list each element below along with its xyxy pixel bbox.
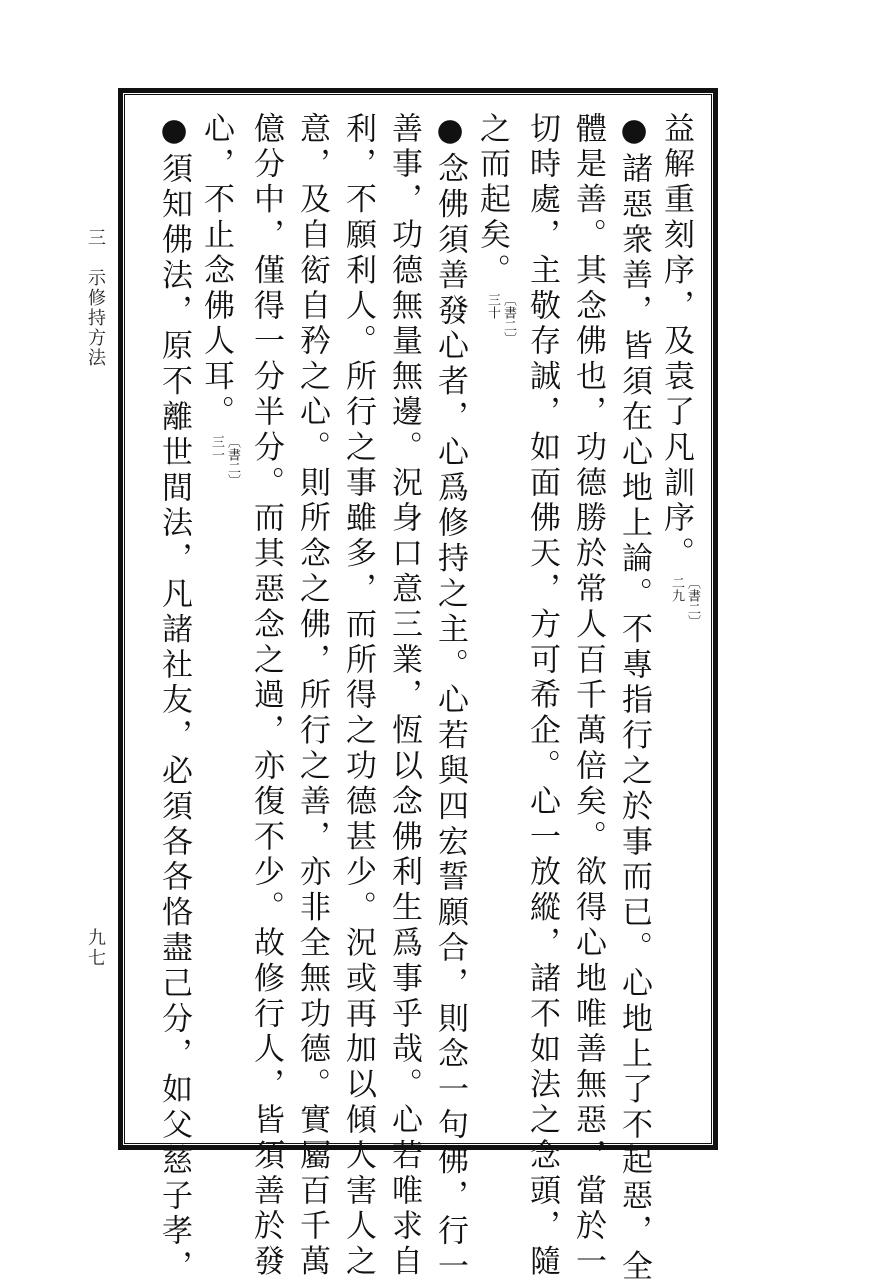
page-number: 九七 [85, 928, 106, 968]
text-column-8 [338, 112, 378, 1281]
column-text: ●須知佛法，原不離世間法，凡諸社友，必須各各恪盡己分，如父慈子孝， [156, 112, 192, 1285]
note-source: 〔書二〕 [225, 434, 240, 487]
column-text: 意，及自衒自矜之心。則所念之佛，所行之善，亦非全無功德。實屬百千萬 [294, 112, 330, 1281]
source-note [208, 435, 240, 487]
text-column-12 [154, 112, 194, 1285]
text-column-3 [568, 112, 608, 1281]
text-column-6 [430, 112, 470, 1285]
column-text: ●諸惡衆善，皆須在心地上論。不專指行之於事而已。心地上了不起惡，全 [616, 112, 652, 1285]
note-source: 〔書二〕 [501, 293, 516, 345]
column-text: 之而起矣。 [474, 112, 510, 289]
column-text: 益解重刻序，及袁了凡訓序。 [658, 112, 694, 573]
column-text: 善事，功德無量無邊。況身口意三業，恆以念佛利生爲事乎哉。心若唯求自 [386, 112, 422, 1281]
text-column-5 [476, 112, 516, 1132]
note-number: 二九 [669, 576, 684, 603]
text-column-4 [522, 112, 562, 1281]
text-column-11 [200, 112, 240, 1132]
note-number: 三十 [485, 293, 500, 319]
body-text [140, 112, 700, 1285]
column-text: 利，不願利人。所行之事雖多，而所得之功德甚少。況或再加以傾人害人之 [340, 112, 376, 1281]
text-column-1 [660, 112, 700, 1132]
column-text: 體是善。其念佛也，功德勝於常人百千萬倍矣。欲得心地唯善無惡，當於一 [570, 112, 606, 1281]
text-column-2 [614, 112, 654, 1285]
column-text: 心，不止念佛人耳。 [198, 112, 234, 431]
source-note [668, 576, 700, 628]
running-head: 三 示修持方法 [85, 228, 106, 368]
text-column-10 [246, 112, 286, 1281]
source-note [484, 293, 516, 345]
column-text: 切時處，主敬存誠，如面佛天，方可希企。心一放縱，諸不如法之念頭，隨 [524, 112, 560, 1281]
column-text: ●念佛須善發心者，心爲修持之主。心若與四宏誓願合，則念一句佛，行一 [432, 112, 468, 1285]
column-text: 億分中，僅得一分半分。而其惡念之過，亦復不少。故修行人，皆須善於發 [248, 112, 284, 1281]
text-column-9 [292, 112, 332, 1281]
note-number: 三一 [209, 434, 224, 461]
text-column-7 [384, 112, 424, 1281]
note-source: 〔書二〕 [685, 576, 700, 629]
